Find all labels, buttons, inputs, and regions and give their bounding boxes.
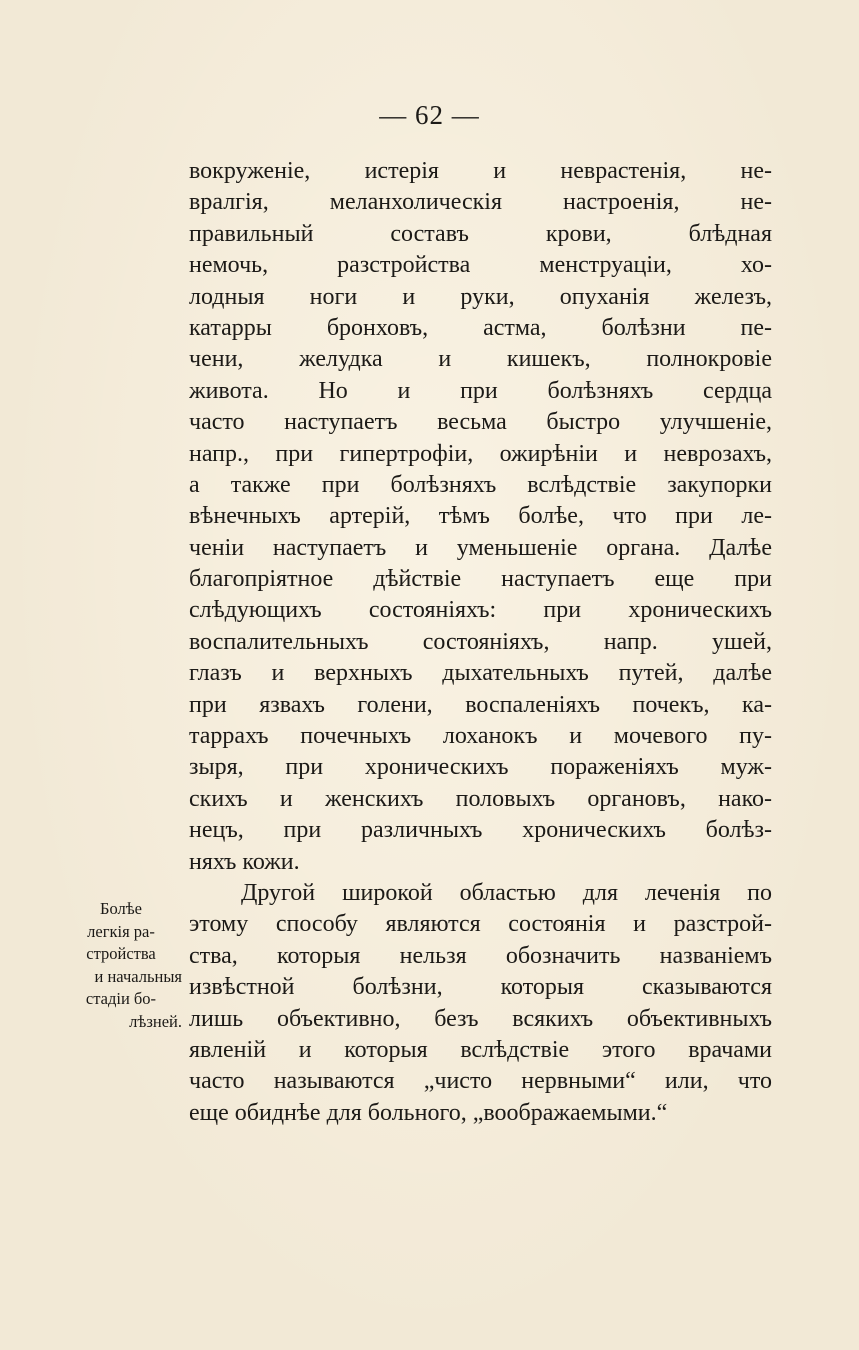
margin-note-line: стройства xyxy=(86,944,156,963)
text-line: нецъ, при различныхъ хроническихъ болѣз- xyxy=(189,817,772,844)
text-line: явленій и которыя вслѣдствіе этого врачами xyxy=(189,1036,772,1063)
page-number: — 62 — xyxy=(379,100,480,130)
text-line: а также при болѣзняхъ вслѣдствіе закупорки xyxy=(189,471,772,498)
text-line: живота. Но и при болѣзняхъ сердца xyxy=(189,377,772,404)
text-line: часто наступаетъ весьма быстро улучшеніе, xyxy=(189,409,772,436)
text-line: зыря, при хроническихъ пораженіяхъ муж- xyxy=(189,754,772,781)
text-line: напр., при гипертрофіи, ожирѣніи и неврозахъ, xyxy=(189,440,772,467)
text-line: вралгія, меланхолическія настроенія, не- xyxy=(189,189,772,216)
text-line: глазъ и верхныхъ дыхательныхъ путей, далѣе xyxy=(189,660,772,687)
text-line: скихъ и женскихъ половыхъ органовъ, нако- xyxy=(189,785,772,812)
text-line: вокруженіе, истерія и неврастенія, не- xyxy=(189,158,772,184)
text-line: ченіи наступаетъ и уменьшеніе органа. Далѣе xyxy=(189,534,772,561)
text-line: вѣнечныхъ артерій, тѣмъ болѣе, что при ле- xyxy=(189,503,772,530)
margin-note-line: и начальныя xyxy=(94,966,182,986)
text-line: лишь объективно, безъ всякихъ объективныхъ xyxy=(189,1005,772,1032)
margin-note-line: лѣзней. xyxy=(129,1011,182,1031)
text-line: лодныя ноги и руки, опуханія железъ, xyxy=(189,283,772,310)
text-line: извѣстной болѣзни, которыя сказываются xyxy=(189,974,772,1001)
text-line: еще обиднѣе для больного, „воображаемыми.“ xyxy=(189,1099,668,1126)
text-line: слѣдующихъ состояніяхъ: при хроническихъ xyxy=(189,597,772,624)
text-line: часто называются „чисто нервными“ или, что xyxy=(189,1068,772,1095)
text-line: чени, желудка и кишекъ, полнокровіе xyxy=(189,346,772,373)
text-line: правильный составъ крови, блѣдная xyxy=(189,220,772,247)
margin-note-line: Болѣе xyxy=(99,899,143,918)
text-line: Другой широкой областью для леченія по xyxy=(241,879,772,906)
margin-note xyxy=(60,898,182,1033)
text-line: катарры бронховъ, астма, болѣзни пе- xyxy=(189,314,772,341)
text-line: благопріятное дѣйствіе наступаетъ еще при xyxy=(189,566,772,593)
margin-note-line: легкія ра- xyxy=(87,921,155,941)
text-line: немочь, разстройства менструаціи, хо- xyxy=(189,252,772,279)
text-line: няхъ кожи. xyxy=(189,848,300,875)
text-line: при язвахъ голени, воспаленіяхъ почекъ, ка- xyxy=(189,691,772,718)
text-line: воспалительныхъ состояніяхъ, напр. ушей, xyxy=(189,628,772,655)
text-line: ства, которыя нельзя обозначить названіемъ xyxy=(189,942,772,969)
text-line: этому способу являются состоянія и разстрой- xyxy=(189,911,772,938)
margin-note-line: стадіи бо- xyxy=(85,989,157,1008)
main-text-block xyxy=(189,156,772,1129)
text-line: таррахъ почечныхъ лоханокъ и мочевого пу- xyxy=(189,723,772,750)
